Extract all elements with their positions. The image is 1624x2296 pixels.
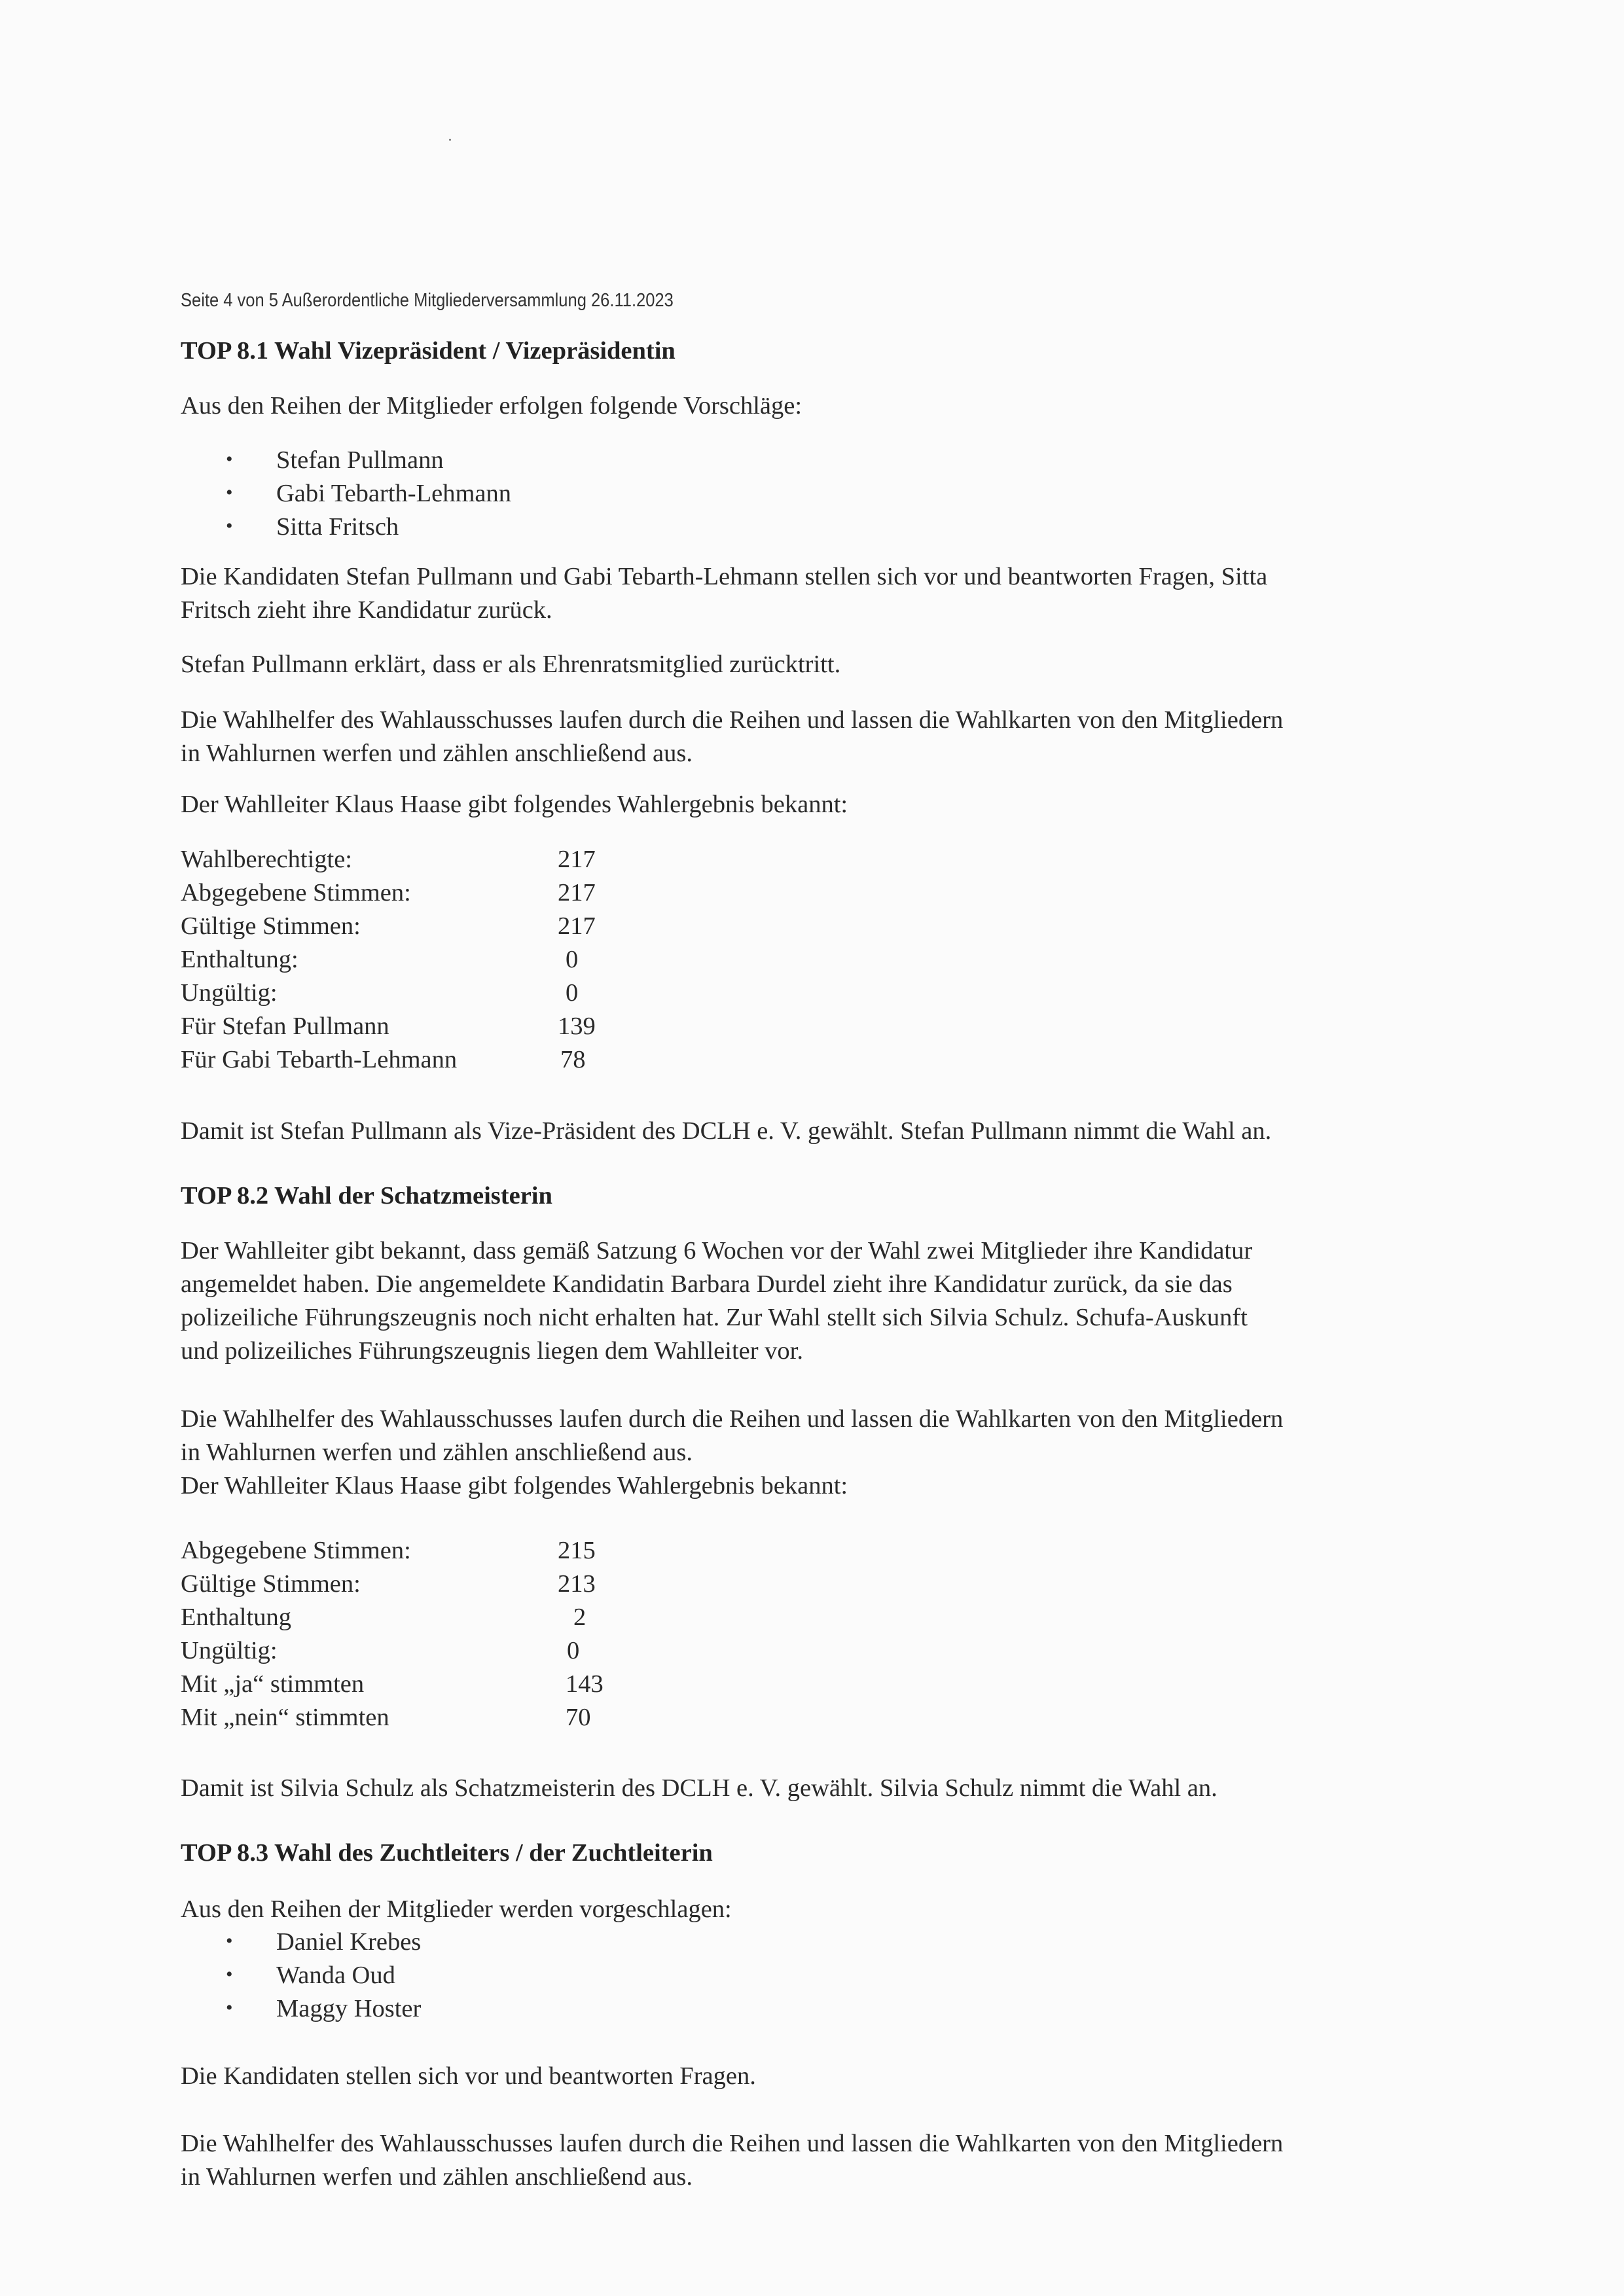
top82-para1-line1: Der Wahlleiter gibt bekannt, dass gemäß Satzung 6 Wochen vor der Wahl zwei Mitglieder ihre Kandidatur: [181, 1237, 1253, 1265]
top83-intro: Aus den Reihen der Mitglieder werden vorgeschlagen:: [181, 1895, 732, 1923]
top82-conclusion: Damit ist Silvia Schulz als Schatzmeisterin des DCLH e. V. gewählt. Silvia Schulz nimmt die Wahl an.: [181, 1774, 1218, 1802]
result-label: Abgegebene Stimmen:: [181, 879, 411, 906]
result-label: Für Gabi Tebarth-Lehmann: [181, 1046, 458, 1073]
top81-para1-line1: Die Kandidaten Stefan Pullmann und Gabi Tebarth-Lehmann stellen sich vor und beantworten Fragen, Sitta: [181, 563, 1268, 590]
bullet-icon: •: [226, 448, 233, 470]
top81-para1-line2: Fritsch zieht ihre Kandidatur zurück.: [181, 596, 552, 624]
top81-intro: Aus den Reihen der Mitglieder erfolgen folgende Vorschläge:: [181, 392, 803, 420]
bullet-icon: •: [226, 1930, 233, 1952]
result-label: Mit „nein“ stimmten: [181, 1704, 389, 1731]
result-value: 215: [558, 1537, 596, 1564]
result-value: 78: [560, 1046, 586, 1073]
result-label: Ungültig:: [181, 1637, 278, 1664]
top81-para2: Stefan Pullmann erklärt, dass er als Ehrenratsmitglied zurücktritt.: [181, 651, 841, 678]
top81-heading: TOP 8.1 Wahl Vizepräsident / Vizepräsidentin: [181, 337, 676, 365]
result-value: 143: [566, 1670, 604, 1698]
top83-para2-line1: Die Wahlhelfer des Wahlausschusses laufen durch die Reihen und lassen die Wahlkarten von den Mitgliedern: [181, 2130, 1284, 2157]
bullet-icon: •: [226, 1997, 233, 2018]
top82-para1-line4: und polizeiliches Führungszeugnis liegen dem Wahlleiter vor.: [181, 1337, 803, 1365]
result-value: 217: [558, 846, 596, 873]
result-label: Gültige Stimmen:: [181, 912, 361, 940]
result-label: Für Stefan Pullmann: [181, 1013, 389, 1040]
top81-para3-line1: Die Wahlhelfer des Wahlausschusses laufen durch die Reihen und lassen die Wahlkarten von den Mitgliedern: [181, 706, 1284, 734]
result-label: Wahlberechtigte:: [181, 846, 352, 873]
list-item: • Maggy Hoster: [226, 1995, 422, 2022]
list-item: • Daniel Krebes: [226, 1928, 422, 1956]
top82-para2-line2: in Wahlurnen werfen und zählen anschließend aus.: [181, 1439, 693, 1466]
result-label: Enthaltung:: [181, 946, 298, 973]
result-value: 0: [566, 979, 579, 1007]
list-item: • Sitta Fritsch: [226, 513, 399, 541]
result-label: Gültige Stimmen:: [181, 1570, 361, 1598]
top83-para2-line2: in Wahlurnen werfen und zählen anschließend aus.: [181, 2163, 693, 2191]
result-label: Ungültig:: [181, 979, 278, 1007]
list-item: • Stefan Pullmann: [226, 446, 444, 474]
top83-para1: Die Kandidaten stellen sich vor und beantworten Fragen.: [181, 2062, 756, 2090]
result-value: 0: [566, 946, 579, 973]
top83-heading: TOP 8.3 Wahl des Zuchtleiters / der Zuchtleiterin: [181, 1839, 713, 1867]
result-value: 139: [558, 1013, 596, 1040]
top82-para1-line3: polizeiliche Führungszeugnis noch nicht erhalten hat. Zur Wahl stellt sich Silvia Schulz. Schufa-Auskunft: [181, 1304, 1248, 1331]
top82-para2-line3: Der Wahlleiter Klaus Haase gibt folgendes Wahlergebnis bekannt:: [181, 1472, 848, 1499]
top81-para3-line2: in Wahlurnen werfen und zählen anschließend aus.: [181, 740, 693, 767]
page-header: Seite 4 von 5 Außerordentliche Mitgliederversammlung 26.11.2023: [181, 290, 674, 311]
bullet-icon: •: [226, 1964, 233, 1985]
top81-para4: Der Wahlleiter Klaus Haase gibt folgendes Wahlergebnis bekannt:: [181, 791, 848, 818]
result-value: 2: [573, 1604, 586, 1631]
top82-para1-line2: angemeldet haben. Die angemeldete Kandidatin Barbara Durdel zieht ihre Kandidatur zurück, da sie das: [181, 1270, 1233, 1298]
top82-heading: TOP 8.2 Wahl der Schatzmeisterin: [181, 1182, 552, 1210]
top82-para2-line1: Die Wahlhelfer des Wahlausschusses laufen durch die Reihen und lassen die Wahlkarten von den Mitgliedern: [181, 1405, 1284, 1433]
result-label: Abgegebene Stimmen:: [181, 1537, 411, 1564]
result-value: 217: [558, 879, 596, 906]
result-value: 70: [566, 1704, 591, 1731]
list-item: • Gabi Tebarth-Lehmann: [226, 480, 512, 507]
result-label: Mit „ja“ stimmten: [181, 1670, 365, 1698]
list-item: • Wanda Oud: [226, 1962, 395, 1989]
result-value: 217: [558, 912, 596, 940]
bullet-icon: •: [226, 482, 233, 503]
result-label: Enthaltung: [181, 1604, 291, 1631]
scan-speck: [449, 139, 451, 141]
result-value: 213: [558, 1570, 596, 1598]
result-value: 0: [567, 1637, 580, 1664]
top81-conclusion: Damit ist Stefan Pullmann als Vize-Präsident des DCLH e. V. gewählt. Stefan Pullmann nimmt die Wahl an.: [181, 1117, 1272, 1145]
bullet-icon: •: [226, 515, 233, 537]
